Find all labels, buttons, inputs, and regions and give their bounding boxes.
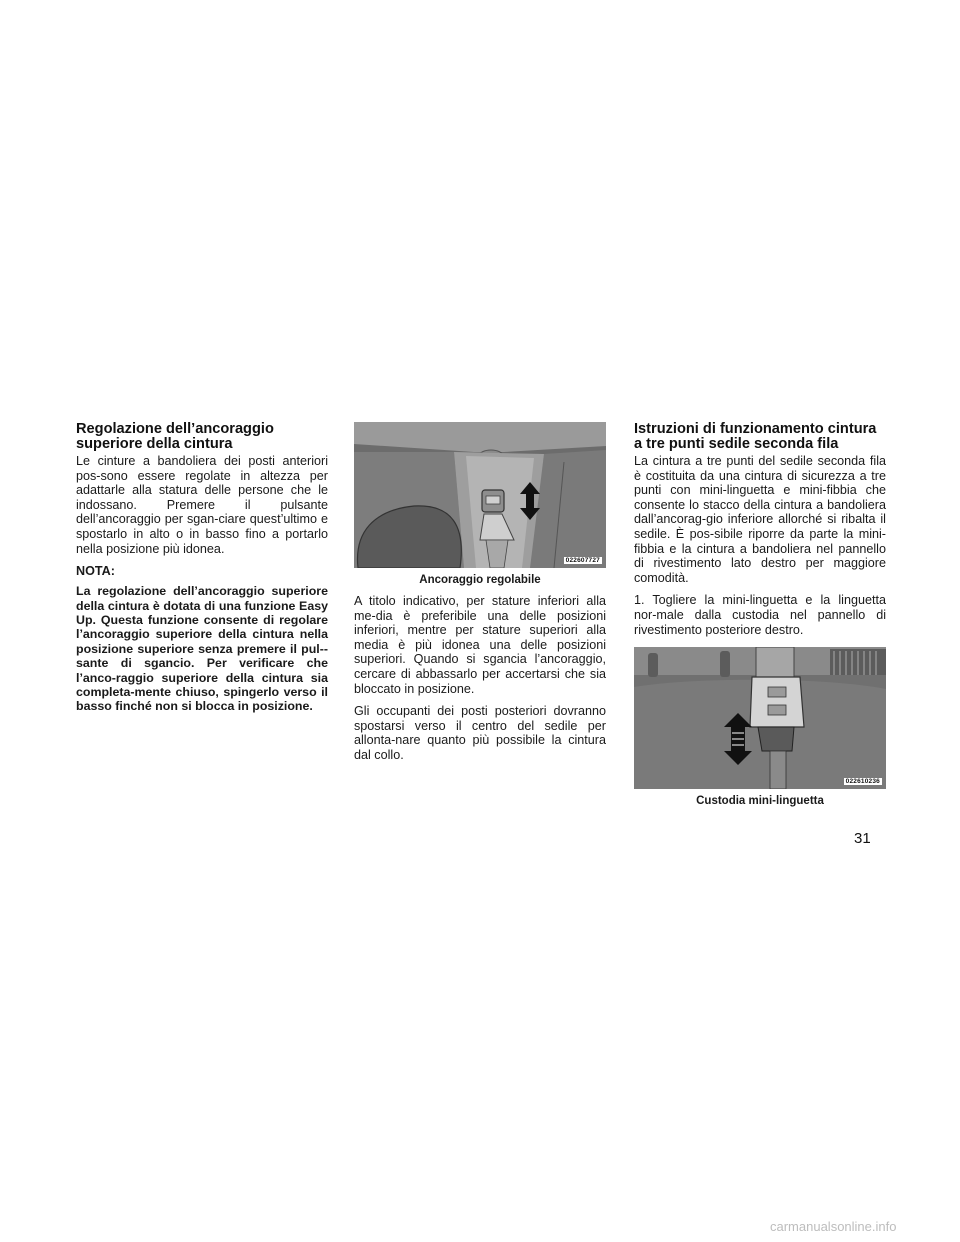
mini-latch-illustration [634, 647, 886, 789]
figure-code: 022607727 [565, 557, 600, 564]
section-heading-second-row-belt: Istruzioni di funzionamento cintura a tre punti sedile seconda fila [634, 421, 877, 452]
stature-guidance-paragraph: A titolo indicativo, per stature inferiori alla me-dia è preferibile una delle posizioni inferiori, mentre per stature superiori alla media è più idonea una delle posizioni superiori. Quando si sgancia l’ancoraggio, cercare di abbassarlo per accertarsi che sia bloccato in posizione. [354, 594, 606, 696]
step-1-paragraph: 1. Togliere la mini-linguetta e la linguetta nor-male dalla custodia nel pannello di rivestimento posteriore destro. [634, 593, 886, 637]
rear-occupants-paragraph: Gli occupanti dei posti posteriori dovranno spostarsi verso il centro del sedile per allonta-nare quanto più possibile la cintura dal collo. [354, 704, 606, 762]
watermark: carmanualsonline.info [770, 1219, 897, 1234]
figure-adjustable-anchor [354, 422, 606, 568]
figure-mini-latch-storage [634, 647, 886, 789]
note-label: NOTA: [76, 564, 115, 579]
middle-column [354, 422, 606, 771]
anchor-adjustment-paragraph: Le cinture a bandoliera dei posti anteriori pos-sono essere regolate in altezza per adattarle alla statura delle persone che le indossano. Premere il pulsante dell’ancoraggio per sgan-ciare quest’ultimo e spostarlo in alto o in basso fino a portarlo nella posizione più idonea. [76, 454, 328, 556]
figure-caption-mini-latch: Custodia mini-linguetta [696, 795, 824, 808]
right-column [634, 422, 886, 815]
adjustable-anchor-illustration [354, 422, 606, 568]
figure-caption-adjustable-anchor: Ancoraggio regolabile [419, 574, 541, 586]
second-row-belt-paragraph: La cintura a tre punti del sedile seconda fila è costituita da una cintura di sicurezza a tre punti con mini-linguetta e mini-fibbia che consente lo stacco della cintura a bandoliera dall’ancorag-gio inferiore allorché si ribalta il sedile. È pos-sibile riporre da parte la mini-fibbia e la cintura a bandoliera nel pannello di rivestimento lato destro per maggiore comodità. [634, 454, 886, 585]
page-number: 31 [854, 830, 871, 847]
figure-code: 022610236 [845, 778, 880, 786]
left-column [76, 422, 328, 714]
section-heading-anchor-adjustment: Regolazione dell’ancoraggio superiore della cintura [76, 421, 274, 452]
note-text: La regolazione dell’ancoraggio superiore della cintura è dotata di una funzione Easy Up. Questa funzione consente di regolare l’ancoraggio superiore della cintura nella posizione superiore senza premere il pul-sante di sgancio. Per verificare che l’anco-raggio superiore della cintura sia completa-mente chiuso, spingerlo verso il basso finché non si blocca in posizione. [76, 584, 328, 714]
